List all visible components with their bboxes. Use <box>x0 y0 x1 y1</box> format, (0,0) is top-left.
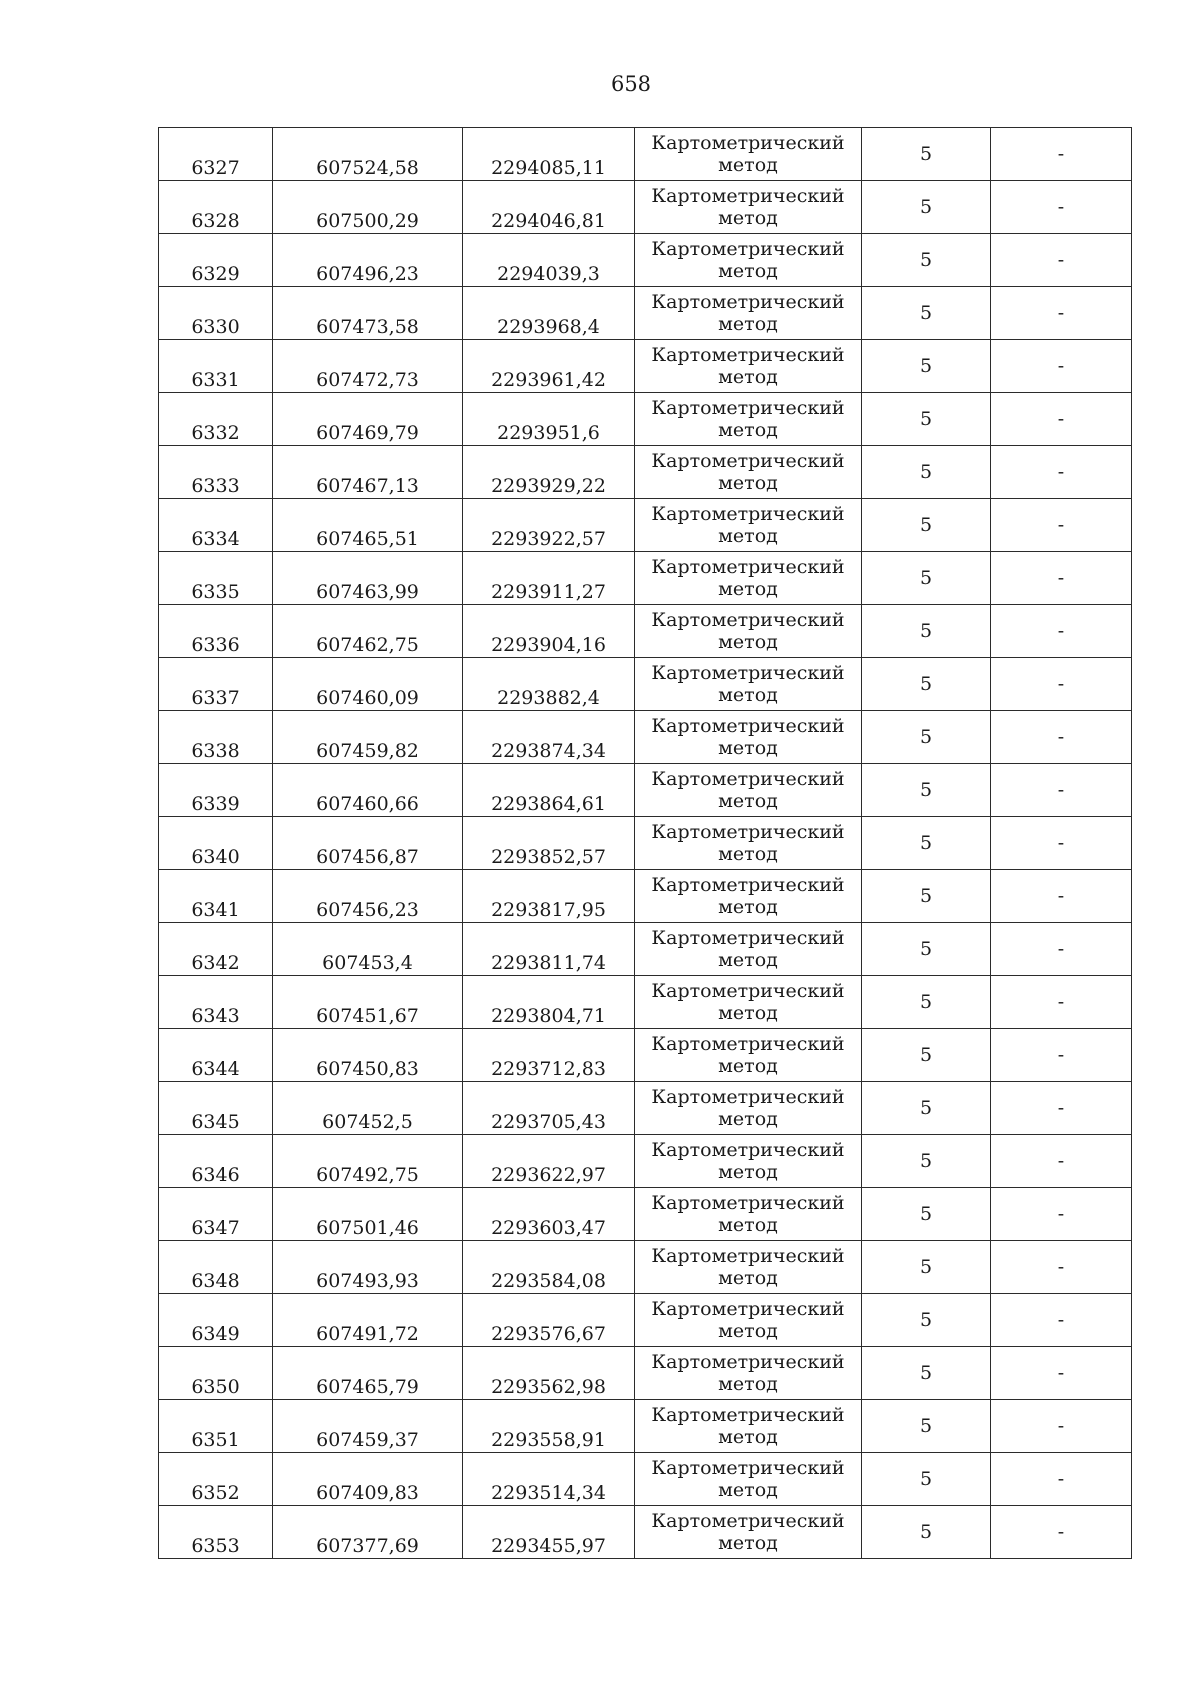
x-coordinate-cell: 607450,83 <box>273 1029 463 1082</box>
method-cell <box>635 1294 862 1347</box>
note-cell: - <box>991 1029 1132 1082</box>
note-cell: - <box>991 605 1132 658</box>
note-cell: - <box>991 1400 1132 1453</box>
point-number-cell: 6350 <box>159 1347 273 1400</box>
table-row <box>159 764 1132 817</box>
method-line-2: метод <box>718 1373 778 1395</box>
note-cell: - <box>991 1347 1132 1400</box>
x-coordinate-cell: 607491,72 <box>273 1294 463 1347</box>
table-row <box>159 1029 1132 1082</box>
note-cell: - <box>991 1135 1132 1188</box>
table-row <box>159 1082 1132 1135</box>
y-coordinate-cell: 2293911,27 <box>463 552 635 605</box>
note-cell: - <box>991 1506 1132 1559</box>
note-cell: - <box>991 499 1132 552</box>
accuracy-cell: 5 <box>862 1188 991 1241</box>
y-coordinate-cell: 2293804,71 <box>463 976 635 1029</box>
y-coordinate-cell: 2293705,43 <box>463 1082 635 1135</box>
accuracy-cell: 5 <box>862 287 991 340</box>
note-cell: - <box>991 764 1132 817</box>
method-line-1: Картометрический <box>651 1510 845 1532</box>
point-number-cell: 6327 <box>159 128 273 181</box>
y-coordinate-cell: 2293968,4 <box>463 287 635 340</box>
method-cell <box>635 1188 862 1241</box>
accuracy-cell: 5 <box>862 817 991 870</box>
y-coordinate-cell: 2293622,97 <box>463 1135 635 1188</box>
method-line-1: Картометрический <box>651 238 845 260</box>
x-coordinate-cell: 607467,13 <box>273 446 463 499</box>
method-line-2: метод <box>718 313 778 335</box>
method-line-1: Картометрический <box>651 715 845 737</box>
point-number-cell: 6352 <box>159 1453 273 1506</box>
x-coordinate-cell: 607524,58 <box>273 128 463 181</box>
method-line-2: метод <box>718 684 778 706</box>
page-number: 658 <box>610 72 652 96</box>
x-coordinate-cell: 607465,79 <box>273 1347 463 1400</box>
point-number-cell: 6347 <box>159 1188 273 1241</box>
method-line-1: Картометрический <box>651 185 845 207</box>
table-row <box>159 1241 1132 1294</box>
note-cell: - <box>991 1188 1132 1241</box>
x-coordinate-cell: 607473,58 <box>273 287 463 340</box>
method-line-2: метод <box>718 1267 778 1289</box>
method-cell <box>635 870 862 923</box>
method-cell <box>635 817 862 870</box>
note-cell: - <box>991 711 1132 764</box>
point-number-cell: 6353 <box>159 1506 273 1559</box>
table-row <box>159 234 1132 287</box>
table-row <box>159 605 1132 658</box>
method-line-1: Картометрический <box>651 609 845 631</box>
method-cell <box>635 711 862 764</box>
y-coordinate-cell: 2293584,08 <box>463 1241 635 1294</box>
method-cell <box>635 1400 862 1453</box>
method-cell <box>635 1453 862 1506</box>
note-cell: - <box>991 340 1132 393</box>
y-coordinate-cell: 2294085,11 <box>463 128 635 181</box>
y-coordinate-cell: 2293951,6 <box>463 393 635 446</box>
method-line-1: Картометрический <box>651 1351 845 1373</box>
point-number-cell: 6338 <box>159 711 273 764</box>
table-row <box>159 711 1132 764</box>
y-coordinate-cell: 2293455,97 <box>463 1506 635 1559</box>
method-cell <box>635 1241 862 1294</box>
point-number-cell: 6339 <box>159 764 273 817</box>
coordinates-table <box>158 127 1132 1559</box>
method-cell <box>635 340 862 393</box>
accuracy-cell: 5 <box>862 658 991 711</box>
method-line-1: Картометрический <box>651 503 845 525</box>
method-line-2: метод <box>718 1214 778 1236</box>
x-coordinate-cell: 607501,46 <box>273 1188 463 1241</box>
method-line-1: Картометрический <box>651 1192 845 1214</box>
table-row <box>159 181 1132 234</box>
point-number-cell: 6343 <box>159 976 273 1029</box>
method-line-2: метод <box>718 366 778 388</box>
table-row <box>159 1347 1132 1400</box>
note-cell: - <box>991 817 1132 870</box>
method-cell <box>635 1082 862 1135</box>
method-line-1: Картометрический <box>651 556 845 578</box>
accuracy-cell: 5 <box>862 499 991 552</box>
x-coordinate-cell: 607409,83 <box>273 1453 463 1506</box>
point-number-cell: 6332 <box>159 393 273 446</box>
accuracy-cell: 5 <box>862 1082 991 1135</box>
method-line-2: метод <box>718 419 778 441</box>
accuracy-cell: 5 <box>862 1453 991 1506</box>
y-coordinate-cell: 2293603,47 <box>463 1188 635 1241</box>
method-cell <box>635 1029 862 1082</box>
point-number-cell: 6330 <box>159 287 273 340</box>
table-row <box>159 658 1132 711</box>
method-line-1: Картометрический <box>651 132 845 154</box>
method-line-2: метод <box>718 896 778 918</box>
method-line-1: Картометрический <box>651 874 845 896</box>
note-cell: - <box>991 1294 1132 1347</box>
x-coordinate-cell: 607492,75 <box>273 1135 463 1188</box>
point-number-cell: 6334 <box>159 499 273 552</box>
accuracy-cell: 5 <box>862 1029 991 1082</box>
x-coordinate-cell: 607465,51 <box>273 499 463 552</box>
method-line-2: метод <box>718 525 778 547</box>
point-number-cell: 6336 <box>159 605 273 658</box>
table-row <box>159 817 1132 870</box>
method-line-2: метод <box>718 631 778 653</box>
table-body <box>159 128 1132 1559</box>
y-coordinate-cell: 2293712,83 <box>463 1029 635 1082</box>
method-line-2: метод <box>718 790 778 812</box>
note-cell: - <box>991 552 1132 605</box>
table-row <box>159 552 1132 605</box>
accuracy-cell: 5 <box>862 552 991 605</box>
note-cell: - <box>991 870 1132 923</box>
x-coordinate-cell: 607459,37 <box>273 1400 463 1453</box>
table-row <box>159 1294 1132 1347</box>
table-row <box>159 870 1132 923</box>
method-line-2: метод <box>718 949 778 971</box>
method-line-2: метод <box>718 472 778 494</box>
method-cell <box>635 605 862 658</box>
accuracy-cell: 5 <box>862 1241 991 1294</box>
method-cell <box>635 976 862 1029</box>
method-cell <box>635 764 862 817</box>
accuracy-cell: 5 <box>862 870 991 923</box>
method-line-1: Картометрический <box>651 980 845 1002</box>
method-line-2: метод <box>718 1426 778 1448</box>
point-number-cell: 6348 <box>159 1241 273 1294</box>
method-cell <box>635 181 862 234</box>
accuracy-cell: 5 <box>862 1347 991 1400</box>
accuracy-cell: 5 <box>862 923 991 976</box>
table-row <box>159 340 1132 393</box>
point-number-cell: 6342 <box>159 923 273 976</box>
method-line-1: Картометрический <box>651 1457 845 1479</box>
y-coordinate-cell: 2294039,3 <box>463 234 635 287</box>
point-number-cell: 6349 <box>159 1294 273 1347</box>
method-line-1: Картометрический <box>651 768 845 790</box>
method-cell <box>635 1347 862 1400</box>
point-number-cell: 6331 <box>159 340 273 393</box>
accuracy-cell: 5 <box>862 1294 991 1347</box>
method-cell <box>635 658 862 711</box>
accuracy-cell: 5 <box>862 446 991 499</box>
accuracy-cell: 5 <box>862 340 991 393</box>
method-cell <box>635 446 862 499</box>
method-cell <box>635 393 862 446</box>
note-cell: - <box>991 1453 1132 1506</box>
method-cell <box>635 552 862 605</box>
y-coordinate-cell: 2293811,74 <box>463 923 635 976</box>
y-coordinate-cell: 2293904,16 <box>463 605 635 658</box>
method-line-2: метод <box>718 1002 778 1024</box>
method-line-2: метод <box>718 843 778 865</box>
table-row <box>159 393 1132 446</box>
x-coordinate-cell: 607462,75 <box>273 605 463 658</box>
note-cell: - <box>991 1082 1132 1135</box>
point-number-cell: 6328 <box>159 181 273 234</box>
note-cell: - <box>991 181 1132 234</box>
method-line-1: Картометрический <box>651 1404 845 1426</box>
method-line-1: Картометрический <box>651 1086 845 1108</box>
method-line-1: Картометрический <box>651 397 845 419</box>
x-coordinate-cell: 607496,23 <box>273 234 463 287</box>
y-coordinate-cell: 2293852,57 <box>463 817 635 870</box>
point-number-cell: 6335 <box>159 552 273 605</box>
y-coordinate-cell: 2293922,57 <box>463 499 635 552</box>
table-row <box>159 1453 1132 1506</box>
method-line-2: метод <box>718 1108 778 1130</box>
method-line-2: метод <box>718 207 778 229</box>
table-row <box>159 499 1132 552</box>
method-cell <box>635 499 862 552</box>
accuracy-cell: 5 <box>862 976 991 1029</box>
table-row <box>159 446 1132 499</box>
accuracy-cell: 5 <box>862 1135 991 1188</box>
y-coordinate-cell: 2293817,95 <box>463 870 635 923</box>
note-cell: - <box>991 976 1132 1029</box>
method-cell <box>635 923 862 976</box>
method-cell <box>635 128 862 181</box>
y-coordinate-cell: 2293874,34 <box>463 711 635 764</box>
method-line-1: Картометрический <box>651 1298 845 1320</box>
method-line-1: Картометрический <box>651 1033 845 1055</box>
accuracy-cell: 5 <box>862 1506 991 1559</box>
method-line-2: метод <box>718 1479 778 1501</box>
x-coordinate-cell: 607460,66 <box>273 764 463 817</box>
point-number-cell: 6345 <box>159 1082 273 1135</box>
x-coordinate-cell: 607452,5 <box>273 1082 463 1135</box>
method-line-2: метод <box>718 1161 778 1183</box>
method-line-2: метод <box>718 737 778 759</box>
accuracy-cell: 5 <box>862 393 991 446</box>
method-line-1: Картометрический <box>651 344 845 366</box>
accuracy-cell: 5 <box>862 1400 991 1453</box>
y-coordinate-cell: 2293961,42 <box>463 340 635 393</box>
note-cell: - <box>991 923 1132 976</box>
table-row <box>159 128 1132 181</box>
table-row <box>159 1135 1132 1188</box>
table-row <box>159 976 1132 1029</box>
note-cell: - <box>991 234 1132 287</box>
note-cell: - <box>991 287 1132 340</box>
x-coordinate-cell: 607463,99 <box>273 552 463 605</box>
accuracy-cell: 5 <box>862 764 991 817</box>
note-cell: - <box>991 658 1132 711</box>
x-coordinate-cell: 607460,09 <box>273 658 463 711</box>
x-coordinate-cell: 607459,82 <box>273 711 463 764</box>
y-coordinate-cell: 2293864,61 <box>463 764 635 817</box>
table-row <box>159 923 1132 976</box>
method-line-2: метод <box>718 1532 778 1554</box>
point-number-cell: 6344 <box>159 1029 273 1082</box>
accuracy-cell: 5 <box>862 234 991 287</box>
method-line-1: Картометрический <box>651 662 845 684</box>
method-line-2: метод <box>718 154 778 176</box>
accuracy-cell: 5 <box>862 128 991 181</box>
point-number-cell: 6329 <box>159 234 273 287</box>
y-coordinate-cell: 2293558,91 <box>463 1400 635 1453</box>
note-cell: - <box>991 128 1132 181</box>
method-cell <box>635 1135 862 1188</box>
point-number-cell: 6340 <box>159 817 273 870</box>
point-number-cell: 6333 <box>159 446 273 499</box>
x-coordinate-cell: 607469,79 <box>273 393 463 446</box>
point-number-cell: 6337 <box>159 658 273 711</box>
point-number-cell: 6346 <box>159 1135 273 1188</box>
y-coordinate-cell: 2293882,4 <box>463 658 635 711</box>
y-coordinate-cell: 2294046,81 <box>463 181 635 234</box>
method-line-1: Картометрический <box>651 450 845 472</box>
y-coordinate-cell: 2293929,22 <box>463 446 635 499</box>
x-coordinate-cell: 607456,87 <box>273 817 463 870</box>
x-coordinate-cell: 607453,4 <box>273 923 463 976</box>
accuracy-cell: 5 <box>862 605 991 658</box>
method-line-2: метод <box>718 578 778 600</box>
x-coordinate-cell: 607377,69 <box>273 1506 463 1559</box>
x-coordinate-cell: 607451,67 <box>273 976 463 1029</box>
method-line-1: Картометрический <box>651 1139 845 1161</box>
accuracy-cell: 5 <box>862 181 991 234</box>
point-number-cell: 6351 <box>159 1400 273 1453</box>
note-cell: - <box>991 393 1132 446</box>
method-line-2: метод <box>718 1055 778 1077</box>
method-line-1: Картометрический <box>651 1245 845 1267</box>
x-coordinate-cell: 607493,93 <box>273 1241 463 1294</box>
x-coordinate-cell: 607456,23 <box>273 870 463 923</box>
note-cell: - <box>991 446 1132 499</box>
x-coordinate-cell: 607500,29 <box>273 181 463 234</box>
method-line-1: Картометрический <box>651 291 845 313</box>
method-line-2: метод <box>718 260 778 282</box>
point-number-cell: 6341 <box>159 870 273 923</box>
method-cell <box>635 287 862 340</box>
y-coordinate-cell: 2293514,34 <box>463 1453 635 1506</box>
table-row <box>159 287 1132 340</box>
table-row <box>159 1400 1132 1453</box>
method-line-1: Картометрический <box>651 821 845 843</box>
accuracy-cell: 5 <box>862 711 991 764</box>
y-coordinate-cell: 2293576,67 <box>463 1294 635 1347</box>
method-line-2: метод <box>718 1320 778 1342</box>
table-row <box>159 1188 1132 1241</box>
method-cell <box>635 234 862 287</box>
y-coordinate-cell: 2293562,98 <box>463 1347 635 1400</box>
note-cell: - <box>991 1241 1132 1294</box>
method-line-1: Картометрический <box>651 927 845 949</box>
table-row <box>159 1506 1132 1559</box>
method-cell <box>635 1506 862 1559</box>
x-coordinate-cell: 607472,73 <box>273 340 463 393</box>
